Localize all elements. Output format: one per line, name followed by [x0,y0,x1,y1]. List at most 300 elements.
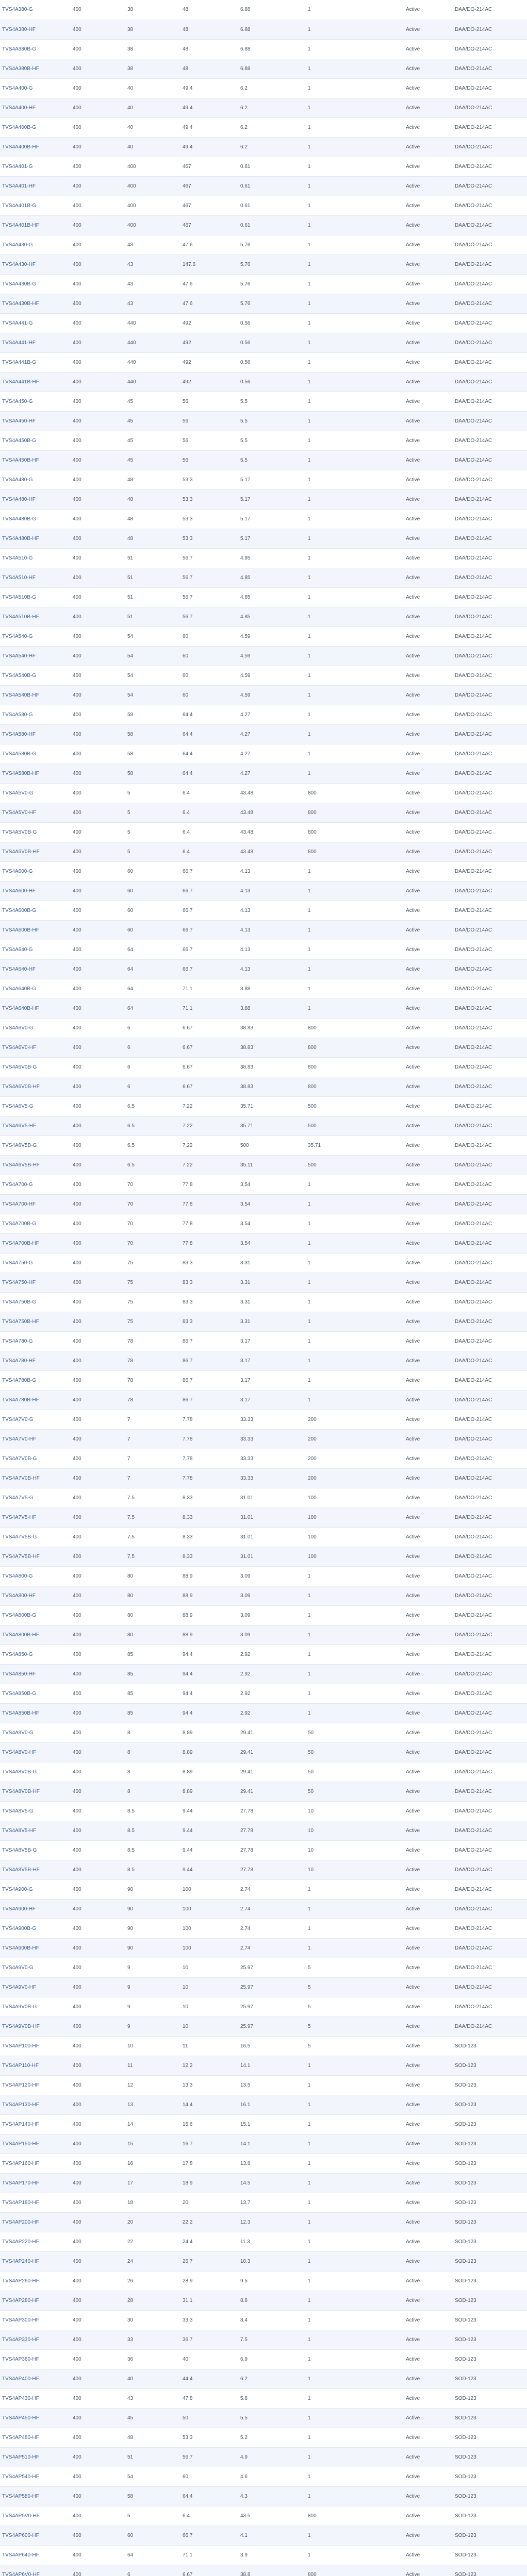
current-cell: 5.17 [238,529,306,548]
package-cell: DAA/DO-214AC [453,39,527,59]
status-cell: Active [404,1860,453,1879]
voltage-cell: 5 [125,2506,180,2526]
spacer-cell [355,333,404,352]
current-cell: 14.1 [238,2056,306,2075]
current-cell: 2.74 [238,1938,306,1958]
spacer-cell [355,1860,404,1879]
power-cell: 400 [71,2349,125,2369]
voltage-cell: 43 [125,235,180,255]
leakage-cell: 1 [306,509,355,529]
part-number-cell: TVS4A480-HF [0,489,71,509]
package-cell: DAA/DO-214AC [453,1625,527,1645]
leakage-cell: 1 [306,940,355,959]
spacer-cell [355,1801,404,1821]
spacer-cell [355,1527,404,1547]
voltage-cell: 6.5 [125,1155,180,1175]
leakage-cell: 1 [306,1233,355,1253]
leakage-cell: 1 [306,313,355,333]
package-cell: DAA/DO-214AC [453,431,527,450]
voltage-cell: 75 [125,1253,180,1273]
table-row [0,39,527,59]
package-cell: DAA/DO-214AC [453,20,527,39]
breakdown-voltage-cell: 47.6 [180,235,238,255]
spacer-cell [355,2095,404,2114]
power-cell: 400 [71,1605,125,1625]
part-number-cell: TVS4A7V0-G [0,1410,71,1429]
leakage-cell: 1 [306,705,355,724]
table-row [0,1233,527,1253]
table-row [0,117,527,137]
spacer-cell [355,2467,404,2486]
voltage-cell: 75 [125,1312,180,1331]
spacer-cell [355,78,404,98]
voltage-cell: 440 [125,313,180,333]
current-cell: 43.5 [238,2506,306,2526]
power-cell: 400 [71,1390,125,1410]
status-cell: Active [404,705,453,724]
spacer-cell [355,1331,404,1351]
breakdown-voltage-cell: 147.6 [180,255,238,274]
current-cell: 500 [238,1136,306,1155]
voltage-cell: 51 [125,2447,180,2467]
package-cell: DAA/DO-214AC [453,0,527,20]
voltage-cell: 8.5 [125,1860,180,1879]
leakage-cell: 1 [306,1605,355,1625]
package-cell: DAA/DO-214AC [453,176,527,196]
spacer-cell [355,568,404,587]
power-cell: 400 [71,39,125,59]
breakdown-voltage-cell: 6.67 [180,1077,238,1096]
leakage-cell: 1 [306,2310,355,2330]
part-number-cell: TVS4A6V0B-HF [0,1077,71,1096]
breakdown-voltage-cell: 492 [180,333,238,352]
power-cell: 400 [71,157,125,176]
package-cell: SOD-123 [453,2291,527,2310]
power-cell: 400 [71,724,125,744]
leakage-cell: 1 [306,744,355,764]
table-row [0,1057,527,1077]
breakdown-voltage-cell: 94.4 [180,1645,238,1664]
leakage-cell: 800 [306,2565,355,2576]
voltage-cell: 54 [125,666,180,685]
voltage-cell: 54 [125,646,180,666]
table-row [0,979,527,998]
spacer-cell [355,2232,404,2251]
breakdown-voltage-cell: 56.7 [180,568,238,587]
table-row [0,1684,527,1703]
power-cell: 400 [71,1449,125,1468]
spacer-cell [355,1879,404,1899]
table-row [0,1488,527,1507]
breakdown-voltage-cell: 6.4 [180,2506,238,2526]
status-cell: Active [404,979,453,998]
table-row [0,392,527,411]
part-number-cell: TVS4A401-HF [0,176,71,196]
status-cell: Active [404,2173,453,2193]
package-cell: DAA/DO-214AC [453,470,527,489]
breakdown-voltage-cell: 77.8 [180,1214,238,1233]
table-row [0,1821,527,1840]
breakdown-voltage-cell: 18.9 [180,2173,238,2193]
table-row [0,2330,527,2349]
power-cell: 400 [71,1331,125,1351]
breakdown-voltage-cell: 86.7 [180,1351,238,1370]
part-number-cell: TVS4A441B-G [0,352,71,372]
status-cell: Active [404,2349,453,2369]
power-cell: 400 [71,2545,125,2565]
package-cell: DAA/DO-214AC [453,940,527,959]
table-row [0,1840,527,1860]
voltage-cell: 51 [125,587,180,607]
status-cell: Active [404,215,453,235]
part-number-cell: TVS4A380B-HF [0,59,71,78]
table-row [0,20,527,39]
power-cell: 400 [71,1821,125,1840]
package-cell: DAA/DO-214AC [453,215,527,235]
package-cell: DAA/DO-214AC [453,1860,527,1879]
breakdown-voltage-cell: 24.4 [180,2232,238,2251]
part-number-cell: TVS4AP360-HF [0,2349,71,2369]
part-number-cell: TVS4A8V5B-G [0,1840,71,1860]
spacer-cell [355,372,404,392]
table-row [0,1273,527,1292]
leakage-cell: 1 [306,646,355,666]
power-cell: 400 [71,1684,125,1703]
spacer-cell [355,392,404,411]
spacer-cell [355,2545,404,2565]
package-cell: DAA/DO-214AC [453,294,527,313]
voltage-cell: 64 [125,979,180,998]
current-cell: 31.01 [238,1488,306,1507]
voltage-cell: 40 [125,137,180,157]
voltage-cell: 26 [125,2271,180,2291]
breakdown-voltage-cell: 8.89 [180,1742,238,1762]
current-cell: 33.33 [238,1410,306,1429]
power-cell: 400 [71,1096,125,1116]
voltage-cell: 440 [125,352,180,372]
power-cell: 400 [71,2193,125,2212]
table-row [0,764,527,783]
breakdown-voltage-cell: 66.7 [180,861,238,881]
part-number-cell: TVS4A401B-HF [0,215,71,235]
package-cell: DAA/DO-214AC [453,979,527,998]
status-cell: Active [404,255,453,274]
status-cell: Active [404,724,453,744]
part-number-cell: TVS4A6V5B-HF [0,1155,71,1175]
table-row [0,1351,527,1370]
package-cell: DAA/DO-214AC [453,1801,527,1821]
breakdown-voltage-cell: 94.4 [180,1703,238,1723]
leakage-cell: 1 [306,411,355,431]
package-cell: DAA/DO-214AC [453,920,527,940]
spacer-cell [355,313,404,333]
part-number-cell: TVS4A9V0-HF [0,1977,71,1997]
part-number-cell: TVS4A800-HF [0,1586,71,1605]
part-number-cell: TVS4A580B-HF [0,764,71,783]
package-cell: DAA/DO-214AC [453,803,527,822]
leakage-cell: 1 [306,137,355,157]
breakdown-voltage-cell: 71.1 [180,979,238,998]
leakage-cell: 1 [306,59,355,78]
current-cell: 6.2 [238,117,306,137]
breakdown-voltage-cell: 467 [180,176,238,196]
breakdown-voltage-cell: 88.9 [180,1605,238,1625]
package-cell: SOD-123 [453,2212,527,2232]
status-cell: Active [404,1233,453,1253]
part-number-cell: TVS4A430B-G [0,274,71,294]
table-row [0,1879,527,1899]
spacer-cell [355,2075,404,2095]
status-cell: Active [404,901,453,920]
voltage-cell: 78 [125,1390,180,1410]
package-cell: SOD-123 [453,2565,527,2576]
spacer-cell [355,215,404,235]
part-number-cell: TVS4A6V0-G [0,1018,71,1038]
status-cell: Active [404,2232,453,2251]
current-cell: 4.85 [238,568,306,587]
current-cell: 2.92 [238,1664,306,1684]
status-cell: Active [404,2291,453,2310]
spacer-cell [355,861,404,881]
status-cell: Active [404,1038,453,1057]
table-row [0,529,527,548]
breakdown-voltage-cell: 16.7 [180,2134,238,2154]
table-row [0,685,527,705]
voltage-cell: 16 [125,2154,180,2173]
table-row [0,626,527,646]
status-cell: Active [404,783,453,803]
part-number-cell: TVS4A380B-G [0,39,71,59]
voltage-cell: 80 [125,1605,180,1625]
breakdown-voltage-cell: 56 [180,392,238,411]
package-cell: DAA/DO-214AC [453,1742,527,1762]
table-row [0,783,527,803]
voltage-cell: 60 [125,2526,180,2545]
breakdown-voltage-cell: 64.4 [180,705,238,724]
leakage-cell: 1 [306,294,355,313]
part-number-cell: TVS4A800-G [0,1566,71,1586]
spacer-cell [355,2271,404,2291]
spacer-cell [355,1605,404,1625]
voltage-cell: 8 [125,1723,180,1742]
package-cell: DAA/DO-214AC [453,1429,527,1449]
breakdown-voltage-cell: 56.7 [180,607,238,626]
package-cell: DAA/DO-214AC [453,1645,527,1664]
status-cell: Active [404,2506,453,2526]
status-cell: Active [404,137,453,157]
package-cell: DAA/DO-214AC [453,450,527,470]
package-cell: DAA/DO-214AC [453,1175,527,1194]
leakage-cell: 1 [306,235,355,255]
package-cell: DAA/DO-214AC [453,509,527,529]
package-cell: DAA/DO-214AC [453,1468,527,1488]
package-cell: DAA/DO-214AC [453,1782,527,1801]
leakage-cell: 1 [306,2545,355,2565]
current-cell: 0.61 [238,176,306,196]
power-cell: 400 [71,1194,125,1214]
table-row [0,881,527,901]
current-cell: 5.5 [238,431,306,450]
table-row [0,2251,527,2271]
part-number-cell: TVS4AP180-HF [0,2193,71,2212]
breakdown-voltage-cell: 28.9 [180,2271,238,2291]
power-cell: 400 [71,294,125,313]
leakage-cell: 1 [306,2134,355,2154]
power-cell: 400 [71,1507,125,1527]
part-number-cell: TVS4A900B-G [0,1919,71,1938]
status-cell: Active [404,1214,453,1233]
spacer-cell [355,2408,404,2428]
current-cell: 43.48 [238,842,306,861]
package-cell: SOD-123 [453,2310,527,2330]
spacer-cell [355,1488,404,1507]
voltage-cell: 85 [125,1645,180,1664]
spacer-cell [355,470,404,489]
power-cell: 400 [71,1468,125,1488]
package-cell: SOD-123 [453,2056,527,2075]
current-cell: 38.8 [238,2565,306,2576]
breakdown-voltage-cell: 9.44 [180,1840,238,1860]
part-number-cell: TVS4A900B-HF [0,1938,71,1958]
part-number-cell: TVS4A6V5-HF [0,1116,71,1136]
spacer-cell [355,1136,404,1155]
voltage-cell: 70 [125,1175,180,1194]
breakdown-voltage-cell: 7.22 [180,1136,238,1155]
part-number-cell: TVS4A700-HF [0,1194,71,1214]
current-cell: 29.41 [238,1762,306,1782]
package-cell: DAA/DO-214AC [453,1899,527,1919]
part-number-cell: TVS4A580-G [0,705,71,724]
part-number-cell: TVS4A400B-HF [0,137,71,157]
current-cell: 29.41 [238,1782,306,1801]
leakage-cell: 800 [306,1057,355,1077]
package-cell: DAA/DO-214AC [453,646,527,666]
package-cell: DAA/DO-214AC [453,78,527,98]
part-number-cell: TVS4A8V0-G [0,1723,71,1742]
current-cell: 4.85 [238,607,306,626]
power-cell: 400 [71,2134,125,2154]
part-number-cell: TVS4A540-G [0,626,71,646]
status-cell: Active [404,2193,453,2212]
package-cell: DAA/DO-214AC [453,1351,527,1370]
leakage-cell: 1 [306,1351,355,1370]
current-cell: 38.83 [238,1057,306,1077]
leakage-cell: 200 [306,1468,355,1488]
voltage-cell: 45 [125,450,180,470]
power-cell: 400 [71,685,125,705]
current-cell: 3.17 [238,1390,306,1410]
current-cell: 13.6 [238,2154,306,2173]
voltage-cell: 54 [125,685,180,705]
status-cell: Active [404,2271,453,2291]
package-cell: SOD-123 [453,2486,527,2506]
voltage-cell: 7 [125,1468,180,1488]
power-cell: 400 [71,59,125,78]
voltage-cell: 51 [125,568,180,587]
part-number-cell: TVS4A900-HF [0,1899,71,1919]
spacer-cell [355,196,404,215]
breakdown-voltage-cell: 8.33 [180,1527,238,1547]
current-cell: 5.2 [238,2428,306,2447]
package-cell: DAA/DO-214AC [453,1879,527,1899]
status-cell: Active [404,1762,453,1782]
part-number-cell: TVS4A510B-G [0,587,71,607]
table-row [0,294,527,313]
leakage-cell: 1 [306,1625,355,1645]
package-cell: DAA/DO-214AC [453,1331,527,1351]
power-cell: 400 [71,705,125,724]
breakdown-voltage-cell: 40 [180,2349,238,2369]
package-cell: DAA/DO-214AC [453,313,527,333]
voltage-cell: 43 [125,274,180,294]
package-cell: DAA/DO-214AC [453,1370,527,1390]
breakdown-voltage-cell: 56 [180,431,238,450]
power-cell: 400 [71,2447,125,2467]
part-number-cell: TVS4AP580-HF [0,2486,71,2506]
voltage-cell: 6 [125,1057,180,1077]
breakdown-voltage-cell: 17.8 [180,2154,238,2173]
spacer-cell [355,1899,404,1919]
package-cell: DAA/DO-214AC [453,1547,527,1566]
package-cell: DAA/DO-214AC [453,1155,527,1175]
power-cell: 400 [71,1703,125,1723]
part-number-cell: TVS4A450B-HF [0,450,71,470]
power-cell: 400 [71,1625,125,1645]
power-cell: 400 [71,920,125,940]
current-cell: 25.97 [238,1958,306,1977]
part-number-cell: TVS4A7V5-HF [0,1507,71,1527]
spacer-cell [355,1762,404,1782]
package-cell: SOD-123 [453,2173,527,2193]
voltage-cell: 60 [125,901,180,920]
package-cell: DAA/DO-214AC [453,822,527,842]
voltage-cell: 70 [125,1194,180,1214]
leakage-cell: 1 [306,2330,355,2349]
status-cell: Active [404,1410,453,1429]
package-cell: SOD-123 [453,2154,527,2173]
spacer-cell [355,2016,404,2036]
power-cell: 400 [71,1233,125,1253]
current-cell: 5.17 [238,489,306,509]
leakage-cell: 800 [306,783,355,803]
status-cell: Active [404,1468,453,1488]
power-cell: 400 [71,1155,125,1175]
voltage-cell: 58 [125,744,180,764]
spacer-cell [355,274,404,294]
part-number-cell: TVS4AP6V0-HF [0,2565,71,2576]
breakdown-voltage-cell: 13.3 [180,2075,238,2095]
voltage-cell: 440 [125,372,180,392]
spacer-cell [355,117,404,137]
voltage-cell: 36 [125,2349,180,2369]
current-cell: 9.5 [238,2271,306,2291]
package-cell: DAA/DO-214AC [453,1096,527,1116]
breakdown-voltage-cell: 86.7 [180,1370,238,1390]
spacer-cell [355,176,404,196]
voltage-cell: 75 [125,1292,180,1312]
status-cell: Active [404,1645,453,1664]
part-number-cell: TVS4AP240-HF [0,2251,71,2271]
part-number-cell: TVS4A750B-G [0,1292,71,1312]
breakdown-voltage-cell: 7.22 [180,1116,238,1136]
current-cell: 3.17 [238,1351,306,1370]
spacer-cell [355,842,404,861]
leakage-cell: 1 [306,196,355,215]
spacer-cell [355,1370,404,1390]
voltage-cell: 48 [125,470,180,489]
spacer-cell [355,1821,404,1840]
table-row [0,1742,527,1762]
